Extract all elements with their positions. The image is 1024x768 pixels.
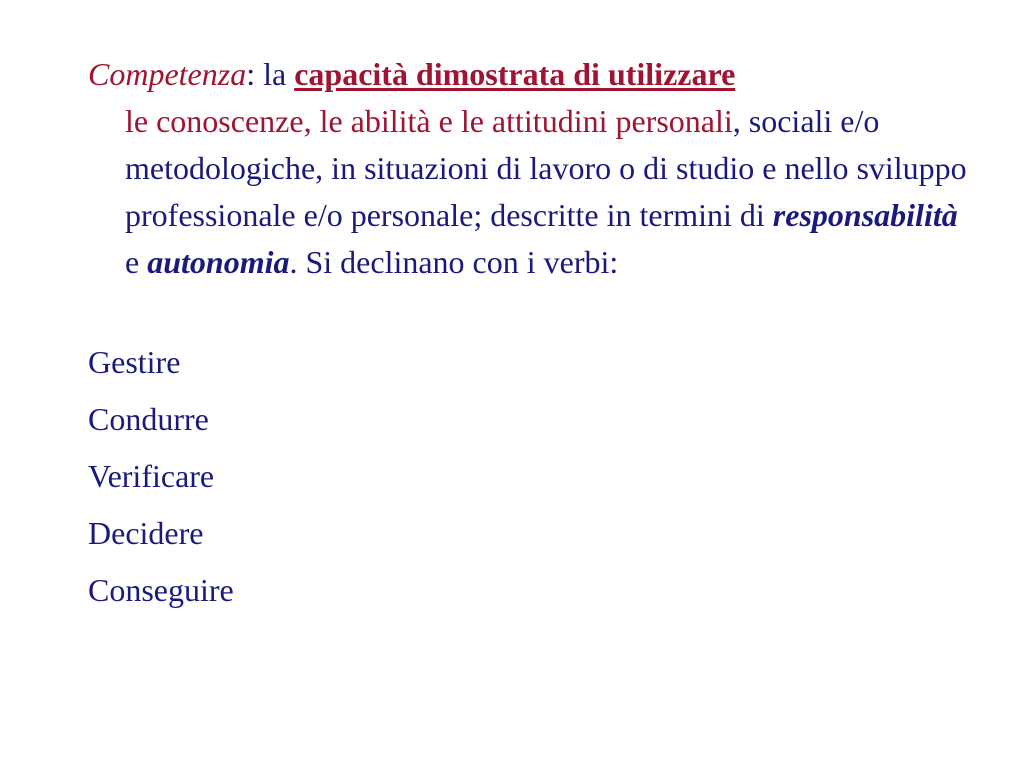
red-text: le conoscenze, le abilità e le attitudini personali <box>125 103 733 139</box>
verb-item: Decidere <box>88 515 204 551</box>
word-responsabilita: responsabilità <box>772 197 958 233</box>
term-competenza: Competenza <box>88 56 247 92</box>
word-e: e <box>125 244 148 280</box>
verb-item: Gestire <box>88 344 181 380</box>
verb-list <box>88 334 234 619</box>
word-autonomia: autonomia <box>147 244 290 280</box>
definition-text-2: . Si declinano con i verbi: <box>289 244 619 280</box>
verb-item: Verificare <box>88 458 215 494</box>
definition-text-1: , sociali e/o metodologiche, in situazioni di lavoro o di studio e nello sviluppo professionale e/o personale; descritte in termini di <box>125 103 967 233</box>
competenza-definition <box>88 51 1024 286</box>
colon-la: : la <box>246 56 295 92</box>
verb-item: Conseguire <box>88 572 234 608</box>
verb-item: Condurre <box>88 401 209 437</box>
key-phrase: capacità dimostrata di utilizzare <box>294 56 736 92</box>
